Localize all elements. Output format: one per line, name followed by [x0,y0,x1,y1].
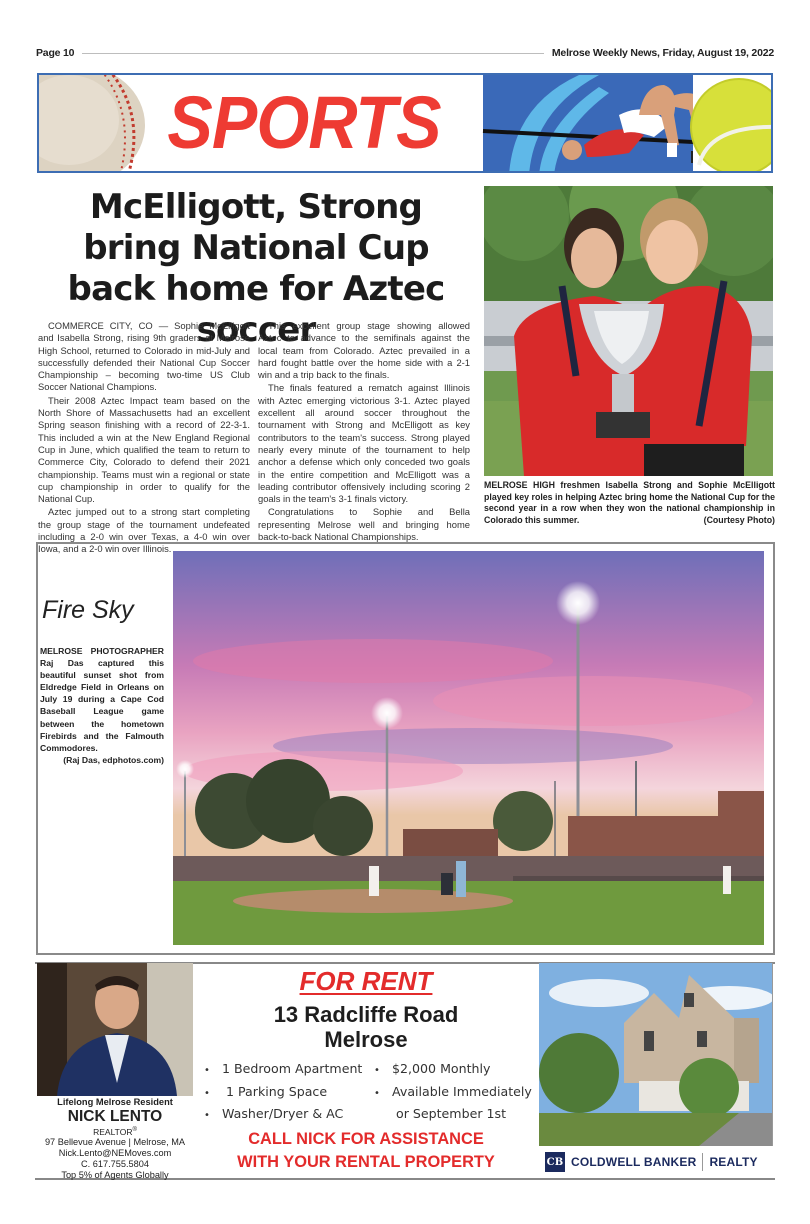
high-jumper-icon [483,75,707,173]
brokerage-name: COLDWELL BANKER [571,1155,697,1169]
property-address-line-2: Melrose [324,1027,408,1052]
agent-name: NICK LENTO [67,1107,163,1125]
feature-caption [40,645,164,766]
page-folio [36,46,774,60]
agent-title [37,1125,193,1138]
feature-title: Fire Sky [42,596,134,624]
feature-item [374,1082,532,1105]
rental-details [196,963,536,1174]
feature-text: 1 Bedroom Apartment [222,1061,363,1076]
bullet-icon: • [204,1087,210,1099]
feature-item [204,1082,362,1105]
bullet-icon: • [204,1065,210,1076]
sports-banner [37,73,773,173]
feature-text: 1 Parking Space [226,1083,328,1099]
agent-portrait [37,963,193,1096]
feature-text: $2,000 Monthly [392,1061,491,1076]
article-paragraph: Aztec jumped out to a strong start completing the group stage of the tournament undefeated including a 2-0 win over Texas, a 4-0 win over Iowa, and a 2-0 win over Illinois. [38,506,250,555]
agent-title-text: REALTOR [93,1126,133,1137]
logo-divider [702,1153,703,1171]
cta-line-2: WITH YOUR RENTAL PROPERTY [237,1153,495,1171]
feature-item [204,1059,362,1082]
agent-distinction: Top 5% of Agents Globally [61,1169,169,1180]
features-right-column [374,1059,532,1125]
caption-text: MELROSE HIGH freshmen Isabella Strong and Sophie McElligott played key roles in helping Aztec bring home the National Cup for the second year in a row when they won the national championship in Colorado this summer. [484,480,775,525]
article-paragraph: The finals featured a rematch against Illinois with Aztec emerging victorious 3-1. Aztec played excellent all around soccer throughout the tournament with Strong and McElligott as key contributors to the team's success. Strong played nearly every minute of the tournament to help anchor a defense which only conceded two goals in the entire competition and McElligott was a leading contributor offensively including scoring 2 goals in the team's 3-1 finals victory. [258,382,470,505]
article-headline: McElligott, Strong bring National Cup back home for Aztec soccer [67,187,445,350]
agent-tagline: Lifelong Melrose Resident [57,1097,173,1107]
bullet-icon: • [204,1110,210,1121]
agent-phone[interactable]: C. 617.755.5804 [81,1159,149,1170]
article-paragraph: COMMERCE CITY, CO — Sophie McElligott and Isabella Strong, rising 9th graders at Melrose High School, returned to Colorado in mid-July and successfully defended their National Cup Soccer Championship – becoming two-time US Club Soccer National Champions. [38,320,250,393]
cb-monogram-icon: CB [545,1152,565,1172]
article-column-2 [258,320,470,544]
feature-text: Washer/Dryer & AC [222,1106,344,1121]
bullet-icon: • [374,1065,380,1076]
caption-text: MELROSE PHOTOGRAPHER Raj Das captured this beautiful sunset shot from Eldredge Field in Orleans on July 19 during a Cape Cod Baseball League game between the hometown Firebirds and the Falmouth Commodores. [40,646,164,753]
agent-address: 97 Bellevue Avenue | Melrose, MA [44,1137,186,1148]
feature-item-continued: or September 1st [396,1106,507,1121]
article-paragraph: Congratulations to Sophie and Bella representing Melrose well and bringing home back-to-back National Championships. [258,506,470,543]
features-left-column [204,1059,362,1127]
photo-credit: (Raj Das, edphotos.com) [63,754,164,765]
baseball-icon [39,75,145,173]
coldwell-banker-logo [545,1149,773,1175]
section-title: SPORTS [167,81,441,164]
article-column-1 [38,320,250,557]
article-paragraph: This excellent group stage showing allowed Aztec to advance to the semifinals against the local team from Colorado. Aztec prevailed in a hard fought battle over the home side with a 2-1 win and a trip back to the finals. [258,320,470,381]
baseball-sunset-photo [173,551,764,945]
photo-caption [484,480,775,526]
cta-line-1: CALL NICK FOR ASSISTANCE [248,1130,484,1148]
property-address-line-1: 13 Radcliffe Road [273,1002,459,1027]
property-features [204,1059,536,1121]
photo-credit: (Courtesy Photo) [703,514,775,525]
tennis-ball-icon [691,75,773,173]
article-paragraph: Their 2008 Aztec Impact team based on the North Shore of Massachusetts had an excellent Spring season finishing with a record of 22-3-1. This included a win at the New England Regional Cup in June, which qualified the team to return to Commerce City, Colorado to defend their 2021 championship. Teams must win a regional or state cup championship in order to qualify for the National Cup. [38,394,250,505]
agent-contact-block [37,1097,193,1181]
page-number: Page 10 [36,47,75,59]
registered-mark: ® [132,1126,137,1133]
call-to-action [196,1128,536,1174]
feature-text: Available Immediately [392,1083,532,1099]
feature-item [204,1104,362,1127]
publication-dateline: Melrose Weekly News, Friday, August 19, 2022 [551,47,774,59]
feature-item [374,1059,532,1082]
soccer-players-photo [484,186,773,476]
folio-rule [82,53,544,54]
brokerage-suffix: REALTY [709,1155,758,1169]
bullet-icon: • [374,1087,380,1099]
for-rent-heading: FOR RENT [299,966,433,996]
agent-email[interactable]: Nick.Lento@NEMoves.com [58,1148,172,1159]
property-photo [539,963,773,1146]
